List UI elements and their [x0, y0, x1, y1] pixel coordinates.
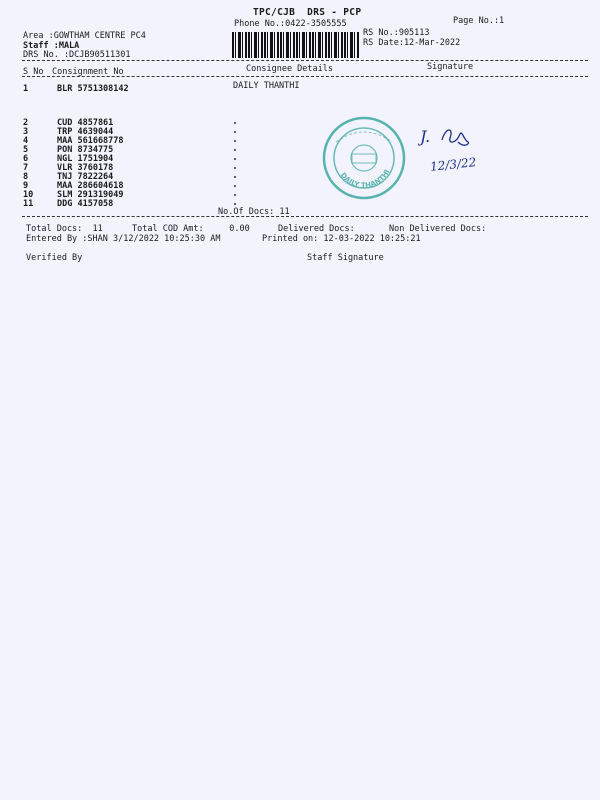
row-consignment: NGL 1751904	[57, 154, 114, 164]
empty-consignee-mark	[234, 167, 236, 169]
row-sno: 9	[23, 181, 29, 191]
col-signature: Signature	[427, 62, 474, 72]
col-consignee: Consignee Details	[246, 64, 333, 74]
signature-date: 12/3/22	[429, 155, 477, 174]
empty-consignee-mark	[234, 176, 236, 178]
row-sno: 1	[23, 84, 29, 94]
row-sno: 2	[23, 118, 29, 128]
row-consignee: DAILY THANTHI	[233, 81, 300, 91]
row-sno: 5	[23, 145, 29, 155]
printed-on: Printed on: 12-03-2022 10:25:21	[262, 234, 421, 244]
row-sno: 11	[23, 199, 34, 209]
svg-text:DAILY THANTHI	[339, 168, 392, 189]
header-rule	[22, 60, 588, 61]
row-consignment: VLR 3760178	[57, 163, 114, 173]
rs-date: RS Date:12-Mar-2022	[363, 38, 461, 48]
column-header-rule	[22, 76, 588, 77]
empty-consignee-mark	[234, 122, 236, 124]
row-consignment: TRP 4639044	[57, 127, 114, 137]
empty-consignee-mark	[234, 194, 236, 196]
row-consignment: DDG 4157058	[57, 199, 114, 209]
row-consignment: SLM 291319049	[57, 190, 124, 200]
total-docs: Total Docs: 11	[26, 224, 103, 234]
staff-signature-label: Staff Signature	[307, 253, 384, 263]
phone-number: Phone No.:0422-3505555	[234, 19, 347, 29]
empty-consignee-mark	[234, 203, 236, 205]
recipient-signature	[418, 120, 498, 180]
row-sno: 4	[23, 136, 29, 146]
empty-consignee-mark	[234, 149, 236, 151]
row-sno: 6	[23, 154, 29, 164]
staff-name: Staff :MALA	[23, 41, 80, 51]
empty-consignee-mark	[234, 140, 236, 142]
row-sno: 10	[23, 190, 34, 200]
company-stamp	[318, 112, 410, 204]
entered-by: Entered By :SHAN 3/12/2022 10:25:30 AM	[26, 234, 221, 244]
delivered-docs: Delivered Docs:	[278, 224, 355, 234]
area: Area :GOWTHAM CENTRE PC4	[23, 31, 146, 41]
row-consignment: MAA 286604618	[57, 181, 124, 191]
col-consignment: Consignment No	[52, 67, 124, 77]
row-consignment: MAA 561668778	[57, 136, 124, 146]
barcode	[232, 32, 360, 58]
row-consignment: TNJ 7822264	[57, 172, 114, 182]
row-sno: 3	[23, 127, 29, 137]
total-cod-amount: Total COD Amt: 0.00	[132, 224, 250, 234]
verified-by-label: Verified By	[26, 253, 83, 263]
summary-rule	[22, 216, 588, 217]
drs-number: DRS No. :DCJB90511301	[23, 50, 131, 60]
row-consignment: PON 8734775	[57, 145, 114, 155]
row-sno: 7	[23, 163, 29, 173]
empty-consignee-mark	[234, 185, 236, 187]
row-consignment: CUD 4857861	[57, 118, 114, 128]
page-number: Page No.:1	[453, 16, 505, 26]
rs-number: RS No.:905113	[363, 28, 430, 38]
empty-consignee-mark	[234, 158, 236, 160]
col-sno: S No	[23, 67, 44, 77]
no-of-docs: No.Of Docs: 11	[218, 207, 290, 217]
row-consignment: BLR 5751308142	[57, 84, 129, 94]
document-title: TPC/CJB DRS - PCP	[253, 7, 362, 18]
signature-initials: J.	[420, 127, 431, 146]
non-delivered-docs: Non Delivered Docs:	[389, 224, 487, 234]
stamp-text: DAILY THANTHI	[338, 168, 392, 190]
row-sno: 8	[23, 172, 29, 182]
empty-consignee-mark	[234, 131, 236, 133]
